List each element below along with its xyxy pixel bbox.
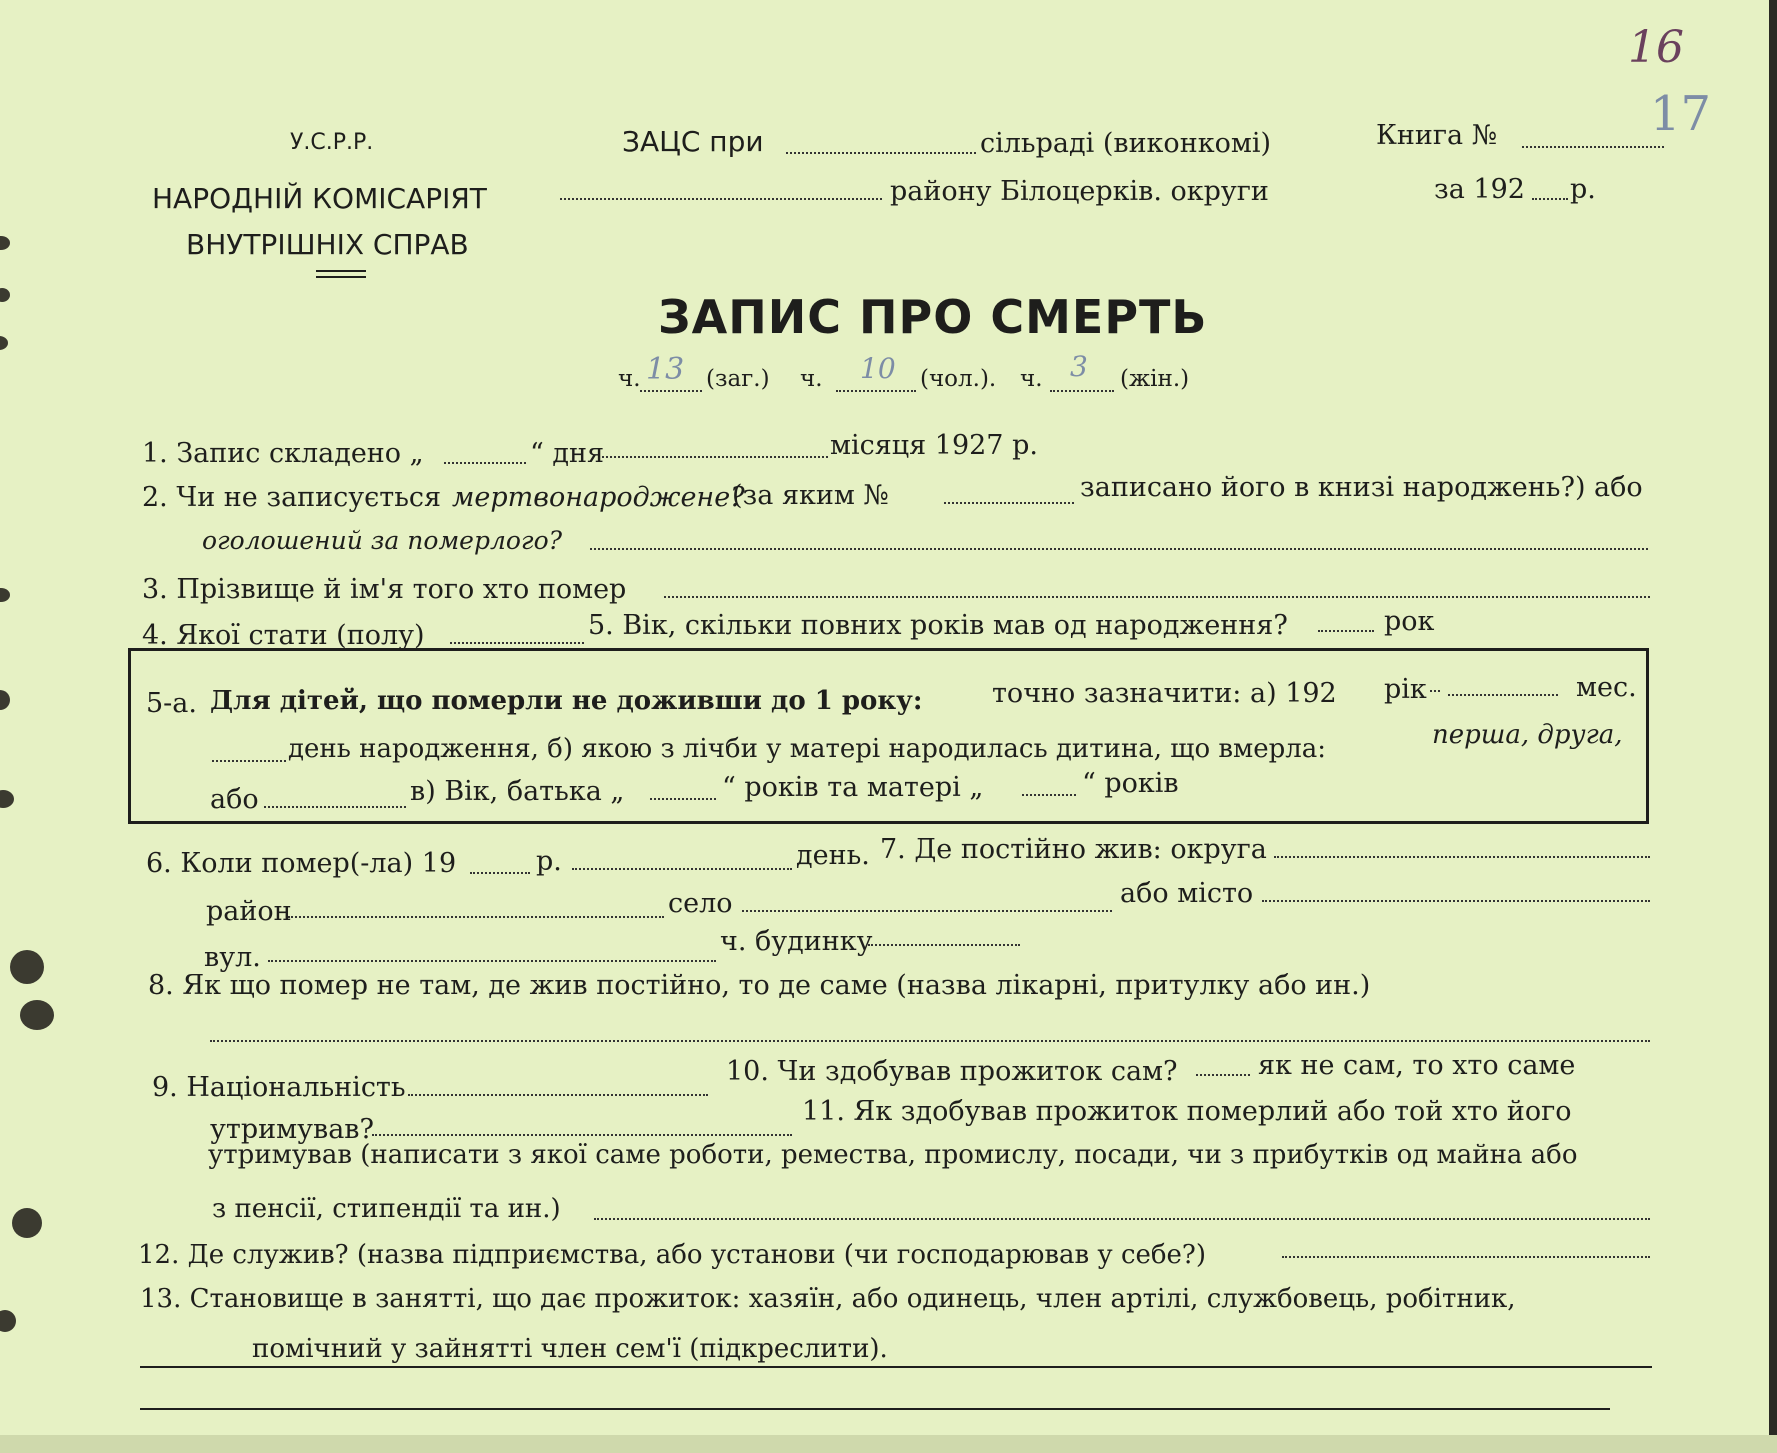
item3-name-field: [664, 596, 1650, 598]
item11-label-b: утримував (написати з якої саме роботи, ремества, промислу, посади, чи з прибутків од майна або: [208, 1140, 1578, 1170]
male-number-field: [836, 390, 916, 392]
punch-hole: [12, 1208, 42, 1238]
item5a-or-field: [264, 806, 406, 808]
item4-label: 4. Якої стати (полу): [142, 620, 425, 651]
year-suffix: р.: [1570, 174, 1596, 205]
supported-field: [372, 1134, 792, 1136]
document-title: ЗАПИС ПРО СМЕРТЬ: [658, 290, 1208, 344]
item1-label-c: місяця 1927 р.: [830, 430, 1038, 461]
book-number-value: 17: [1650, 86, 1712, 142]
district-field: [560, 198, 882, 200]
raion-field: [288, 916, 664, 918]
item5a-line2: день народження, б) якою з лічби у матері народилась дитина, що вмерла:: [288, 734, 1327, 764]
mother-age-field: [1022, 794, 1076, 796]
item2-label-a: 2. Чи не записується: [142, 482, 442, 513]
torn-bottom-edge: [0, 1435, 1777, 1453]
female-label: (жін.): [1120, 366, 1190, 392]
item9-field: [408, 1094, 708, 1096]
misto-field: [1262, 900, 1650, 902]
item6-date-field: [572, 868, 792, 870]
bottom-rule: [140, 1366, 1652, 1368]
item5a-number: 5-а.: [146, 688, 197, 719]
item12-field: [1282, 1256, 1650, 1258]
item5a-line3: в) Вік, батька „: [410, 776, 625, 807]
bottom-rule: [140, 1408, 1610, 1410]
item8-label: 8. Як що помер не там, де жив постійно, то де саме (назва лікарні, притулку або ин.): [148, 970, 1371, 1001]
item10-label-b: як не сам, то хто саме: [1258, 1050, 1576, 1081]
item7-region-field: [1274, 856, 1650, 858]
item5a-instruction: точно зазначити: а) 192: [992, 678, 1337, 709]
item5a-year-label: рік: [1384, 674, 1427, 705]
item5a-or: або: [210, 784, 259, 815]
raion-label: район: [206, 896, 292, 927]
commissariat-line2: ВНУТРІШНІХ СПРАВ: [186, 228, 469, 261]
item6-label-c: день.: [796, 840, 870, 871]
item1-day-field: [444, 462, 526, 464]
male-label: (чол.).: [920, 366, 997, 392]
item2-number-field: [944, 502, 1074, 504]
item7-label: 7. Де постійно жив: округа: [880, 834, 1267, 865]
commissariat-line1: НАРОДНІЙ КОМІСАРІЯТ: [152, 182, 487, 215]
street-field: [268, 960, 716, 962]
item9-label: 9. Національність: [152, 1072, 406, 1103]
number-prefix-1: ч.: [618, 366, 641, 392]
book-label: Книга №: [1376, 120, 1498, 151]
state-label: У.С.Р.Р.: [290, 130, 374, 155]
total-number-value: 13: [646, 352, 685, 387]
header-double-rule: [316, 276, 366, 278]
item10-field: [1196, 1074, 1250, 1076]
male-number-value: 10: [860, 352, 896, 385]
female-number-field: [1050, 390, 1114, 392]
item5a-day-field: [212, 760, 286, 762]
item6-label-b: р.: [536, 846, 562, 877]
total-number-field: [640, 390, 702, 392]
item2-stillborn: мертвонароджене?: [452, 482, 745, 513]
house-label: ч. будинку: [720, 926, 873, 957]
item11-label-c: з пенсії, стипендії та ин.): [212, 1194, 561, 1224]
item5a-line3b: “ років та матері „: [722, 772, 984, 803]
item1-label-a: 1. Запис складено „: [142, 438, 424, 469]
item6-year-field: [470, 872, 530, 874]
item13-label: 13. Становище в занятті, що дає прожиток: хазяїн, або одинець, член артілі, службовець, робітник,: [140, 1284, 1516, 1314]
item1-label-b: “ дня: [530, 438, 605, 469]
year-field: [1532, 198, 1568, 200]
item5a-heading: Для дітей, що померли не доживши до 1 року:: [210, 686, 923, 716]
selo-field: [742, 910, 1112, 912]
selo-label: село: [668, 888, 733, 919]
item4-sex-field: [450, 642, 584, 644]
punch-hole: [10, 950, 44, 984]
item5-label: 5. Вік, скільки повних років мав од народження?: [588, 610, 1288, 641]
item11-field: [594, 1218, 1650, 1220]
total-label: (заг.): [706, 366, 770, 392]
item1-month-field: [602, 456, 828, 458]
father-age-field: [650, 798, 716, 800]
item5-age-field: [1318, 630, 1374, 632]
number-prefix-2: ч.: [800, 366, 823, 392]
year-label: за 192: [1434, 174, 1525, 205]
header-double-rule: [316, 270, 366, 272]
street-label: вул.: [204, 942, 261, 973]
item10-label: 10. Чи здобував прожиток сам?: [726, 1056, 1178, 1087]
book-number-field: [1522, 146, 1664, 148]
number-prefix-3: ч.: [1020, 366, 1043, 392]
item13-label-b: помічний у зайнятті член сем'ї (підкреслити).: [252, 1334, 888, 1364]
district-suffix: району Білоцерків. округи: [890, 176, 1269, 207]
item8-field: [210, 1040, 1650, 1042]
item12-label: 12. Де служив? (назва підприємства, або установи (чи господарював у себе?): [138, 1240, 1207, 1270]
item5a-year-field: [1430, 690, 1440, 692]
abo-misto-label: або місто: [1120, 878, 1254, 909]
female-number-value: 3: [1070, 350, 1088, 383]
zags-suffix: сільраді (виконкомі): [980, 128, 1271, 159]
item11-label: 11. Як здобував прожиток померлий або той хто його: [802, 1096, 1572, 1127]
punch-hole: [20, 1000, 54, 1030]
zags-prefix: ЗАЦС при: [622, 125, 764, 158]
page-number: 16: [1628, 22, 1684, 73]
item5-unit: рок: [1384, 606, 1435, 637]
item2-label-d: записано його в книзі народжень?) або: [1080, 472, 1643, 503]
item2-declared-field: [590, 548, 1648, 550]
scan-edge: [1769, 0, 1777, 1453]
item5a-month-field: [1448, 694, 1558, 696]
item5a-birth-order: перша, друга,: [1432, 720, 1623, 750]
item2-declared-dead: оголошений за померлого?: [202, 526, 563, 555]
item5a-month-label: мес.: [1576, 672, 1637, 703]
house-field: [868, 944, 1020, 946]
zags-council-field: [786, 152, 976, 154]
item2-label-c: (за яким №: [732, 480, 889, 511]
supported-label: утримував?: [210, 1114, 374, 1145]
item6-label-a: 6. Коли помер(-ла) 19: [146, 848, 457, 879]
item3-label: 3. Прізвище й ім'я того хто помер: [142, 574, 627, 605]
item5a-line3c: “ років: [1082, 768, 1179, 799]
